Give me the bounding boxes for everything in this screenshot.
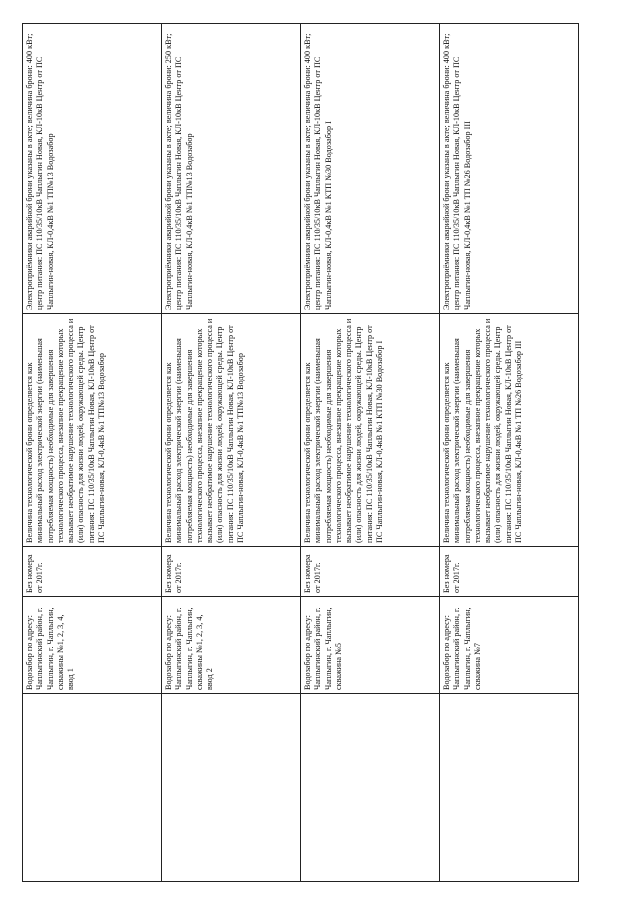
emergency-armor-cell: Электроприёмники аварийной брони указаны в акте; величина брони: 400 кВт; центр питания: ПС 110/35/10кВ Чаплыгин Новая, КЛ-10кВ Центр от ПС Чаплыгин-новая, КЛ-0,4кВ №1 КТП №30 Водозабор I bbox=[301, 24, 440, 314]
rotated-page bbox=[22, 24, 578, 882]
tech-armor-cell: Величина технологической брони определяется как минимальный расход электрической энергии (наименьшая потребляемая мощность) необходимые для завершения технологического процесса, внезапное прекращение которых вызывает необратимое нарушение технологического процесса и (или) опасность для жизни людей, окружающей среды. Центр питания: ПС 110/35/10кВ Чаплыгин Новая, КЛ-10кВ Центр от ПС Чаплыгин-новая, КЛ-0,4кВ №1 ТП №26 Водозабор III bbox=[440, 314, 579, 547]
object-cell: Водозабор по адресу: Чаплыгинский район, г. Чаплыгин, г. Чаплыгин, скважина №5 bbox=[301, 597, 440, 694]
document-cell: Без номера от 2017г. bbox=[23, 547, 162, 597]
empty-cell bbox=[162, 694, 301, 882]
empty-cell bbox=[23, 694, 162, 882]
document-cell: Без номера от 2017г. bbox=[440, 547, 579, 597]
empty-cell bbox=[301, 694, 440, 882]
emergency-armor-cell: Электроприёмники аварийной брони указаны в акте; величина брони: 250 кВт; центр питания: ПС 110/35/10кВ Чаплыгин Новая, КЛ-10кВ Центр от ПС Чаплыгин-новая, КЛ-0,4кВ №1 ТП№13 Водозабор bbox=[162, 24, 301, 314]
table-row bbox=[301, 24, 440, 882]
object-cell: Водозабор по адресу: Чаплыгинский район, г. Чаплыгин, г. Чаплыгин, скважины №1, 2, 3, 4, ввод 2 bbox=[162, 597, 301, 694]
object-cell: Водозабор по адресу: Чаплыгинский район, г. Чаплыгин, г. Чаплыгин, скважины №1, 2, 3, 4, ввод 1 bbox=[23, 597, 162, 694]
emergency-armor-cell: Электроприёмники аварийной брони указаны в акте; величина брони: 400 кВт; центр питания: ПС 110/35/10кВ Чаплыгин Новая, КЛ-10кВ Центр от ПС Чаплыгин-новая, КЛ-0,4кВ №1 ТП №26 Водозабор III bbox=[440, 24, 579, 314]
tech-armor-cell: Величина технологической брони определяется как минимальный расход электрической энергии (наименьшая потребляемая мощность) необходимые для завершения технологического процесса, внезапное прекращение которых вызывает необратимое нарушение технологического процесса и (или) опасность для жизни людей, окружающей среды. Центр питания: ПС 110/35/10кВ Чаплыгин Новая, КЛ-10кВ Центр от ПС Чаплыгин-новая, КЛ-0,4кВ №1 ТП№13 Водозабор bbox=[23, 314, 162, 547]
table-row bbox=[440, 24, 579, 882]
empty-cell bbox=[440, 694, 579, 882]
object-cell: Водозабор по адресу: Чаплыгинский район, г. Чаплыгин, г. Чаплыгин, скважина №7 bbox=[440, 597, 579, 694]
document-cell: Без номера от 2017г. bbox=[162, 547, 301, 597]
emergency-armor-cell: Электроприёмники аварийной брони указаны в акте; величина брони: 400 кВт; центр питания: ПС 110/35/10кВ Чаплыгин Новая, КЛ-10кВ Центр от ПС Чаплыгин-новая, КЛ-0,4кВ №1 ТП№13 Водозабор bbox=[23, 24, 162, 314]
tech-armor-cell: Величина технологической брони определяется как минимальный расход электрической энергии (наименьшая потребляемая мощность) необходимые для завершения технологического процесса, внезапное прекращение которых вызывает необратимое нарушение технологического процесса и (или) опасность для жизни людей, окружающей среды. Центр питания: ПС 110/35/10кВ Чаплыгин Новая, КЛ-10кВ Центр от ПС Чаплыгин-новая, КЛ-0,4кВ №1 КТП №30 Водозабор I bbox=[301, 314, 440, 547]
document-cell: Без номера от 2017г. bbox=[301, 547, 440, 597]
armor-table bbox=[22, 23, 579, 882]
tech-armor-cell: Величина технологической брони определяется как минимальный расход электрической энергии (наименьшая потребляемая мощность) необходимые для завершения технологического процесса, внезапное прекращение которых вызывает необратимое нарушение технологического процесса и (или) опасность для жизни людей, окружающей среды. Центр питания: ПС 110/35/10кВ Чаплыгин Новая, КЛ-10кВ Центр от ПС Чаплыгин-новая, КЛ-0,4кВ №1 ТП№13 Водозабор bbox=[162, 314, 301, 547]
table-row bbox=[23, 24, 162, 882]
table-row bbox=[162, 24, 301, 882]
